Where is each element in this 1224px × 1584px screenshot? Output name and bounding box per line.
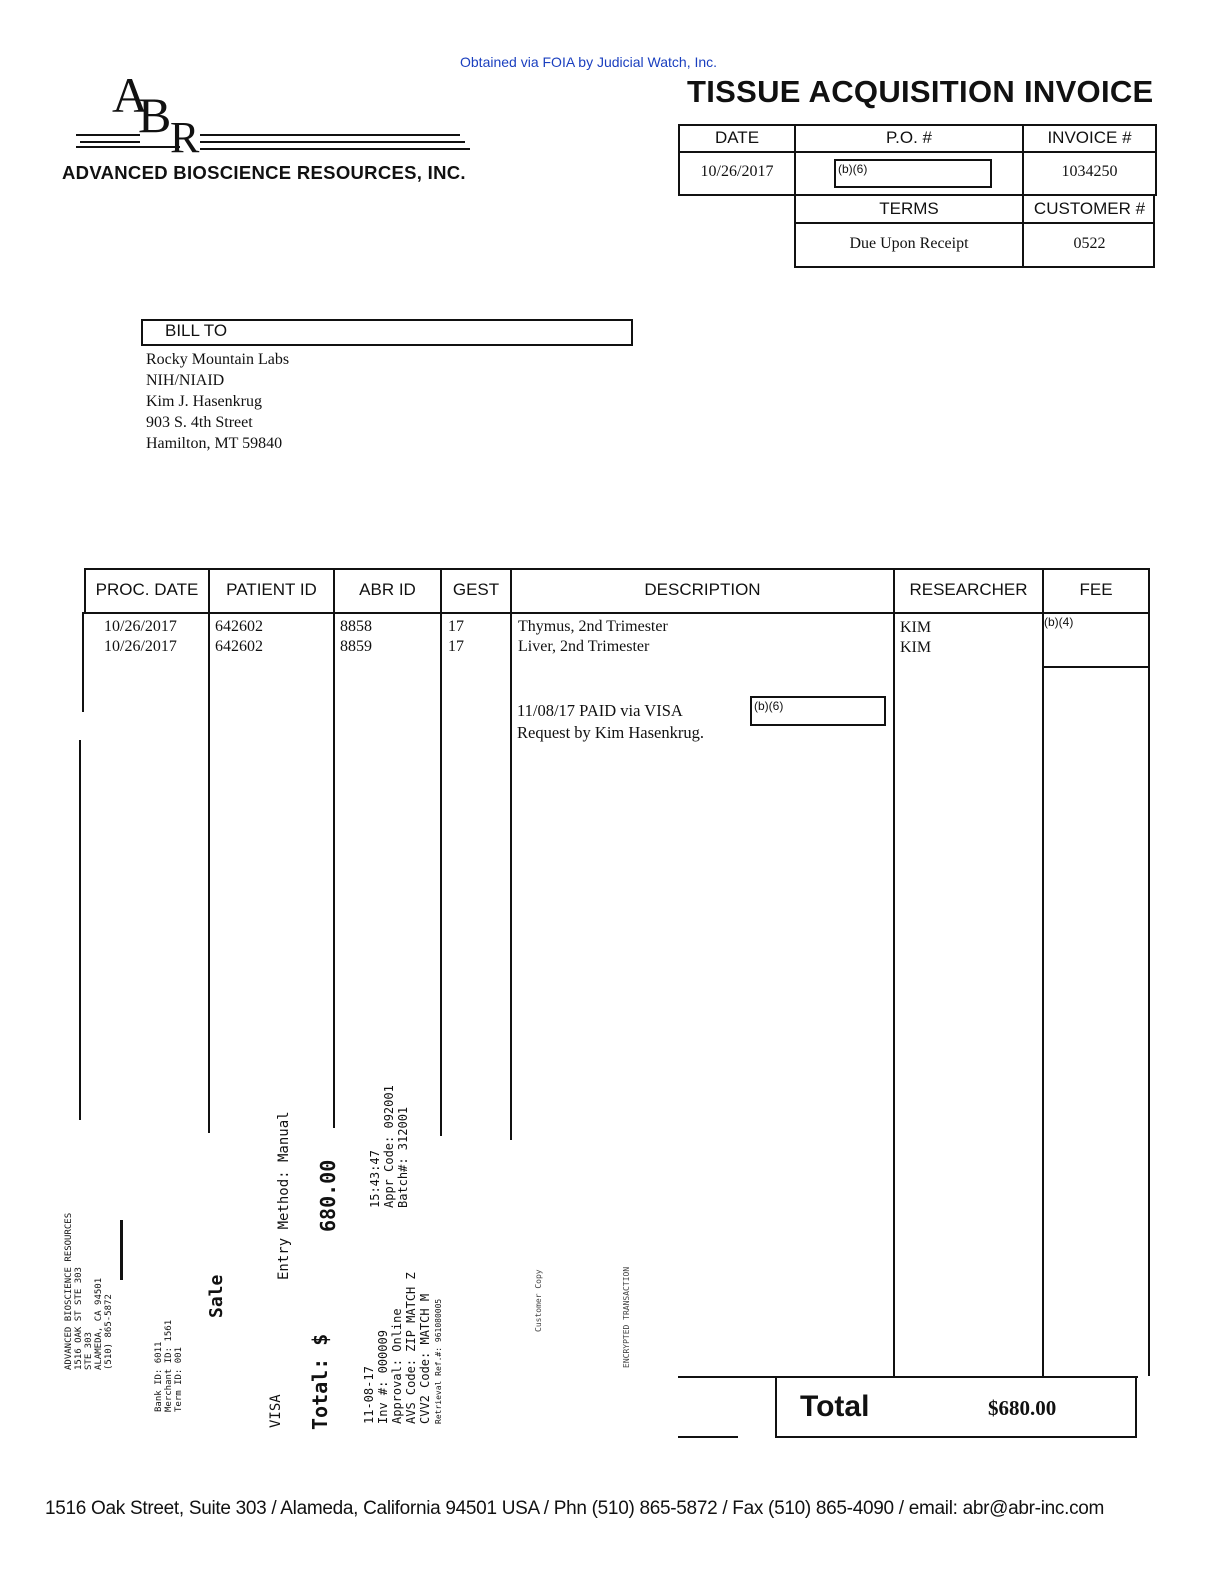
description-cell: Liver, 2nd Trimester xyxy=(518,638,650,655)
receipt-customer-copy: Customer Copy xyxy=(534,1269,543,1332)
receipt-encrypted: ENCRYPTED TRANSACTION xyxy=(622,1266,631,1368)
address-line: Hamilton, MT 59840 xyxy=(146,435,283,452)
total-amount: $680.00 xyxy=(988,1396,1057,1420)
receipt-line: Bank ID: 6011 xyxy=(154,1341,164,1412)
col-border xyxy=(79,740,81,1120)
col-border xyxy=(1042,568,1044,1376)
col-researcher: RESEARCHER xyxy=(909,580,1028,599)
total-right-border xyxy=(1135,1376,1137,1438)
col-border xyxy=(333,568,335,1128)
table-row xyxy=(518,617,668,657)
table-row xyxy=(215,617,263,657)
terms-value: Due Upon Receipt xyxy=(849,235,969,252)
table-row xyxy=(340,617,372,657)
receipt-amount: 680.00 xyxy=(316,1159,340,1232)
fee-redaction: (b)(4) xyxy=(1044,615,1074,629)
terms-label: TERMS xyxy=(879,199,939,218)
gest-cell: 17 xyxy=(448,638,464,655)
po-label: P.O. # xyxy=(886,128,932,147)
col-border xyxy=(510,568,512,1140)
po-redaction-box: (b)(6) xyxy=(834,159,992,188)
divider xyxy=(794,222,1155,224)
receipt-line: (510) 865-5872 xyxy=(104,1294,114,1370)
svg-text:B: B xyxy=(138,87,172,143)
foia-watermark: Obtained via FOIA by Judicial Watch, Inc. xyxy=(460,54,718,70)
receipt-mark xyxy=(120,1220,123,1280)
total-bottom-border xyxy=(775,1436,1137,1438)
receipt-line: Inv #: 000009 xyxy=(376,1330,390,1424)
gest-cell: 17 xyxy=(448,618,464,635)
invoice-number-label: INVOICE # xyxy=(1047,128,1132,147)
address-line: Kim J. Hasenkrug xyxy=(146,393,262,410)
total-left-border xyxy=(775,1376,777,1438)
divider xyxy=(678,151,1157,153)
bill-to-address xyxy=(146,349,289,454)
table-top-border xyxy=(84,568,1150,570)
patient-id-cell: 642602 xyxy=(215,618,263,635)
receipt-visa: VISA xyxy=(268,1394,284,1428)
visa-redaction-box: (b)(6) xyxy=(750,696,886,726)
credit-card-receipt xyxy=(60,1085,700,1440)
total-top-border xyxy=(678,1376,1138,1378)
receipt-details xyxy=(362,1272,446,1424)
svg-text:R: R xyxy=(170,113,200,162)
col-border xyxy=(1148,568,1150,1376)
col-border xyxy=(82,612,84,712)
receipt-time-codes xyxy=(368,1085,410,1208)
col-fee: FEE xyxy=(1079,580,1113,599)
table-row xyxy=(104,617,177,657)
col-proc-date: PROC. DATE xyxy=(95,580,199,599)
abr-id-cell: 8859 xyxy=(340,638,372,655)
receipt-entry-method: Entry Method: Manual xyxy=(276,1111,292,1280)
table-header-divider xyxy=(84,612,1150,614)
receipt-line: 1516 OAK ST STE 303 xyxy=(74,1267,84,1370)
receipt-total-label: Total: $ xyxy=(308,1333,332,1430)
total-label: Total xyxy=(800,1390,870,1423)
receipt-line: Approval: Online xyxy=(390,1308,404,1424)
payment-note-line: Request by Kim Hasenkrug. xyxy=(517,723,704,742)
invoice-date: 10/26/2017 xyxy=(700,163,774,180)
col-border xyxy=(440,568,442,1136)
table-row xyxy=(448,617,464,657)
receipt-line: Retrieval Ref.#: 961080005 xyxy=(434,1298,443,1424)
receipt-line: STE 303 xyxy=(84,1332,94,1370)
invoice-title: TISSUE ACQUISITION INVOICE xyxy=(687,74,1154,109)
receipt-line: ADVANCED BIOSCIENCE RESOURCES xyxy=(64,1212,74,1370)
proc-date-cell: 10/26/2017 xyxy=(104,638,177,655)
address-line: Rocky Mountain Labs xyxy=(146,351,290,368)
col-border xyxy=(893,568,895,1376)
invoice-number: 1034250 xyxy=(1061,163,1118,180)
date-label: DATE xyxy=(714,128,760,147)
receipt-line: Batch#: 312001 xyxy=(396,1106,410,1208)
researcher-cell: KIM xyxy=(900,619,932,636)
customer-number: 0522 xyxy=(1073,235,1106,252)
company-name: ADVANCED BIOSCIENCE RESOURCES, INC. xyxy=(62,162,466,183)
col-patient-id: PATIENT ID xyxy=(226,580,317,599)
payment-note-line: 11/08/17 PAID via VISA xyxy=(517,701,683,720)
receipt-line: AVS Code: ZIP MATCH Z xyxy=(404,1272,418,1424)
bill-to-label: BILL TO xyxy=(165,321,228,340)
receipt-ids xyxy=(154,1320,184,1412)
receipt-line: ALAMEDA, CA 94501 xyxy=(94,1277,104,1370)
receipt-merchant-block xyxy=(64,1213,114,1370)
col-gest: GEST xyxy=(452,580,500,599)
col-description: DESCRIPTION xyxy=(644,580,761,599)
receipt-line: Merchant ID: 1561 xyxy=(164,1319,174,1412)
address-line: NIH/NIAID xyxy=(146,372,225,389)
receipt-line: Appr Code: 092001 xyxy=(382,1085,396,1208)
receipt-line: CVV2 Code: MATCH M xyxy=(418,1293,432,1424)
address-line: 903 S. 4th Street xyxy=(146,414,253,431)
svg-text:A: A xyxy=(112,67,149,123)
abr-id-cell: 8858 xyxy=(340,618,372,635)
receipt-line: Term ID: 001 xyxy=(174,1346,184,1412)
receipt-sale: Sale xyxy=(206,1274,227,1318)
receipt-line: 11-08-17 xyxy=(362,1366,376,1424)
patient-id-cell: 642602 xyxy=(215,638,263,655)
receipt-line: 15:43:47 xyxy=(368,1150,382,1208)
proc-date-cell: 10/26/2017 xyxy=(104,618,177,635)
researcher-cell: KIM xyxy=(900,639,932,656)
customer-number-label: CUSTOMER # xyxy=(1033,199,1146,218)
description-cell: Thymus, 2nd Trimester xyxy=(518,618,668,635)
table-row xyxy=(900,618,931,658)
col-abr-id: ABR ID xyxy=(359,580,416,599)
payment-note xyxy=(517,700,704,744)
col-border xyxy=(208,568,210,1133)
footer-address: 1516 Oak Street, Suite 303 / Alameda, California 94501 USA / Phn (510) 865-5872 / Fax (510) 865-4090 / email: abr@abr-inc.com xyxy=(45,1498,1105,1519)
